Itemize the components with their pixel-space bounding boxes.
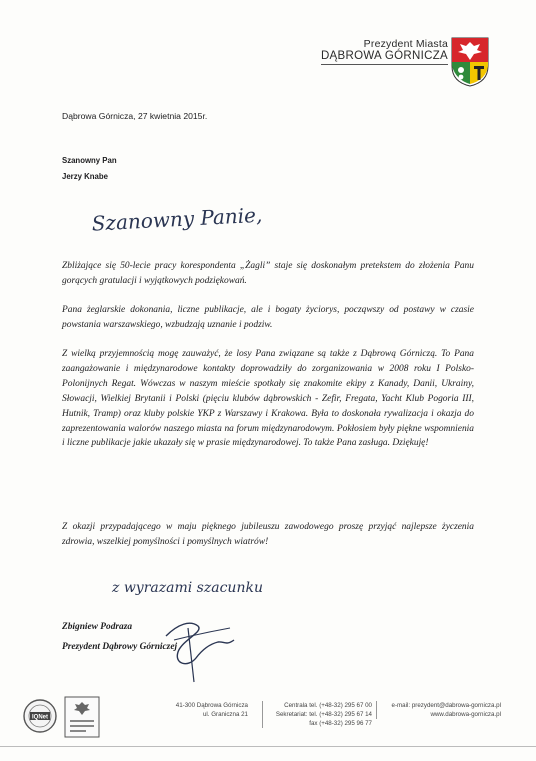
svg-text:IQNet: IQNet xyxy=(31,714,49,721)
handwritten-greeting xyxy=(90,196,280,242)
footer-phones xyxy=(262,701,372,728)
addressee xyxy=(62,153,117,185)
signer-name: Zbigniew Podraza xyxy=(62,622,133,632)
footer-address xyxy=(156,701,248,719)
iqnet-certification-logo xyxy=(22,698,58,734)
letterhead-line2: DĄBROWA GÓRNICZA xyxy=(321,50,448,65)
signature-scribble xyxy=(138,606,248,686)
city-crest-icon xyxy=(450,36,490,88)
addressee-salutation: Szanowny Pan xyxy=(62,156,117,165)
letterhead-line1: Prezydent Miasta xyxy=(363,38,448,50)
footer-divider xyxy=(0,746,536,747)
paragraph-1: Zbliżające się 50-lecie pracy korespondenta „Żagli” staje się doskonałym pretekstem do złożenia Panu gorących gratulacji i wyjątkowych podziękowań. xyxy=(62,261,474,286)
footer-address-line: ul. Graniczna 21 xyxy=(202,711,248,718)
handwritten-closing xyxy=(108,570,358,602)
svg-text:z wyrazami szacunku: z wyrazami szacunku xyxy=(112,580,263,596)
paragraph-4: Z okazji przypadającego w maju pięknego jubileuszu zawodowego proszę przyjąć najlepsze życzenia zdrowia, wszelkiej pomyślności i pomyślnych wiatrów! xyxy=(62,522,474,547)
footer-email: e-mail: prezydent@dabrowa-gornicza.pl xyxy=(391,702,501,709)
quality-certificate-logo xyxy=(64,696,100,738)
svg-text:Szanowny Panie,: Szanowny Panie, xyxy=(91,202,263,236)
footer-phone-line: fax (+48-32) 295 96 77 xyxy=(309,720,372,727)
signer-title: Prezydent Dąbrowy Górniczej xyxy=(62,642,178,652)
letter-date: Dąbrowa Górnicza, 27 kwietnia 2015r. xyxy=(62,111,208,121)
footer-web xyxy=(376,701,501,719)
footer-website: www.dabrowa-gornicza.pl xyxy=(430,711,501,718)
footer-phone-line: Centrala tel. (+48-32) 295 67 00 xyxy=(284,702,372,709)
addressee-name: Jerzy Knabe xyxy=(62,172,108,181)
letterhead-title xyxy=(321,38,448,65)
paragraph-2: Pana żeglarskie dokonania, liczne publikacje, ale i bogaty życiorys, począwszy od postawy w czasie powstania warszawskiego, wzbudzają uznanie i podziw. xyxy=(62,305,474,330)
paragraph-3: Z wielką przyjemnością mogę zauważyć, że losy Pana związane są także z Dąbrową Górniczą. To Pana zaangażowanie i międzynarodowe kontakty doprowadziły do zorganizowania w 2008 roku I Polsko-Polonijnych Regat. Wówczas w naszym mieście spotkały się znakomite ekipy z Kanady, Danii, Ukrainy, Słowacji, Wielkiej Brytanii i Polski (pięciu klubów dąbrowskich - Zefir, Fregata, Yacht Klub Pogoria III, Hutnik, Tramp) oraz kluby polskie YKP z Warszawy i Krakowa. Była to doskonała rywalizacja i okazja do zaprezentowania walorów naszego miasta na forum międzynarodowym. Pokłosiem były piękne wspomnienia i liczne publikacje jakie ukazały się w prasie międzynarodowej. To także Pana zasługa. Dziękuję! xyxy=(62,349,474,449)
footer-phone-line: Sekretariat: tel. (+48-32) 295 67 14 xyxy=(275,711,372,718)
footer-address-line: 41-300 Dąbrowa Górnicza xyxy=(175,702,248,709)
